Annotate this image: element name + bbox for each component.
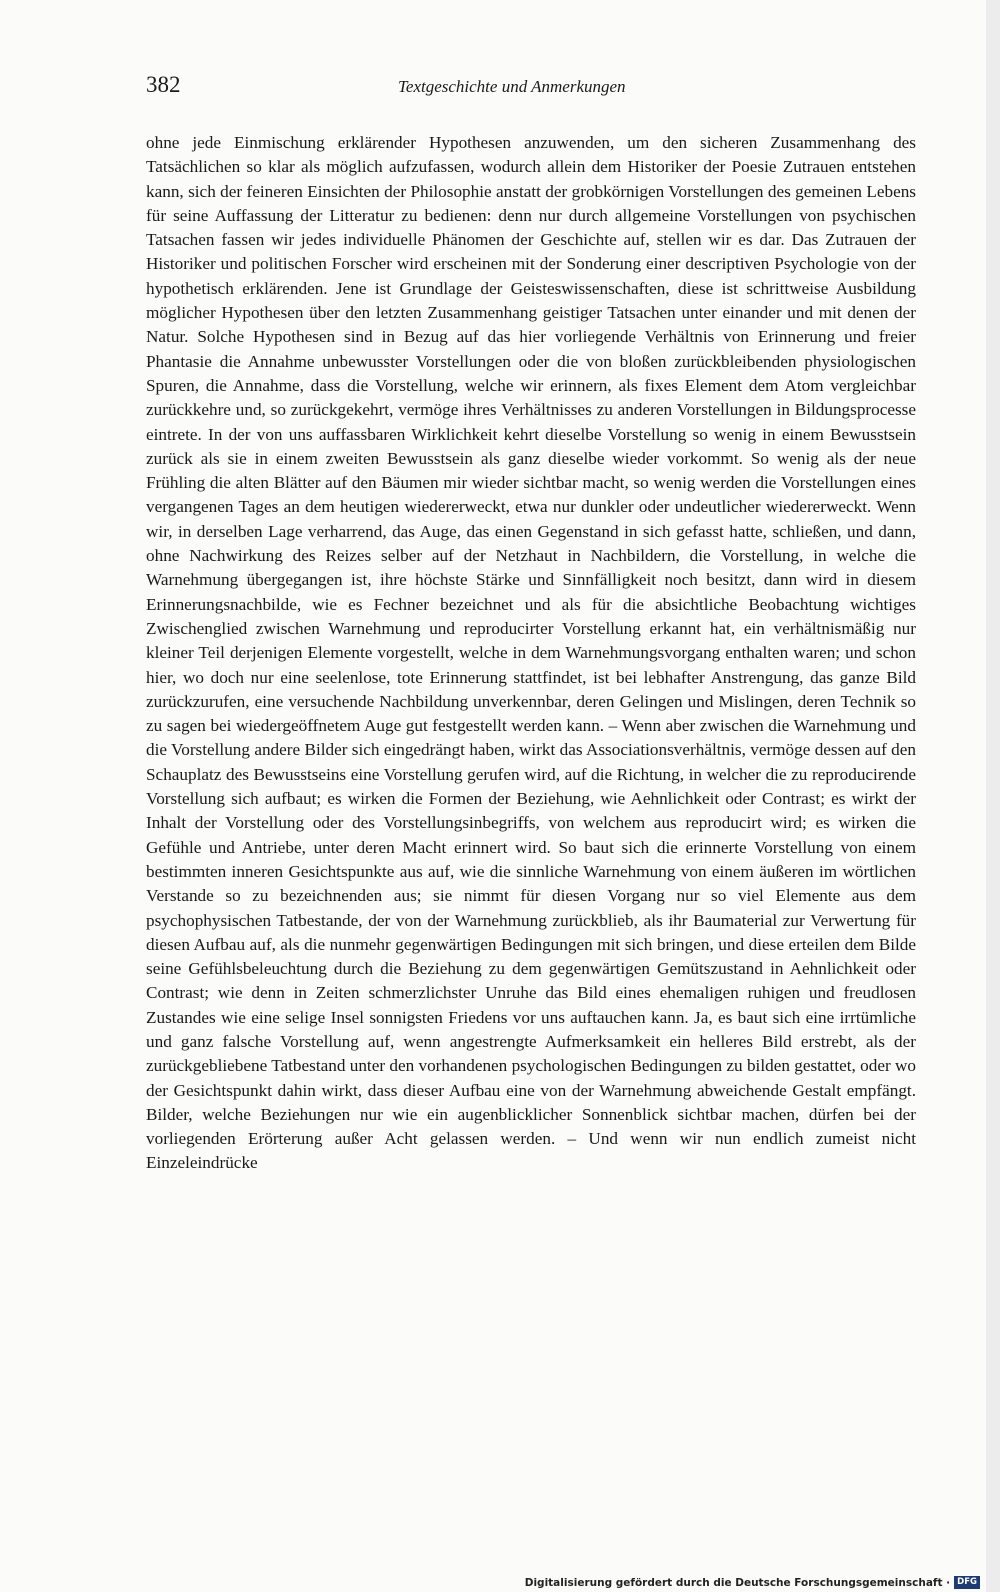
dfg-logo: DFG	[954, 1576, 980, 1589]
credit-text: Digitalisierung gefördert durch die Deutsche Forschungsgemeinschaft ·	[524, 1576, 951, 1589]
page-number: 382	[146, 72, 181, 97]
page-header	[146, 72, 916, 108]
digitization-credit	[525, 1576, 980, 1589]
running-head: Textgeschichte und Anmerkungen	[398, 77, 626, 96]
page-edge-shadow	[986, 0, 1000, 1592]
body-paragraph: ohne jede Einmischung erklärender Hypothesen anzuwenden, um den sicheren Zusammenhang des Tatsächlichen so klar als möglich aufzufassen, wodurch allein dem Historiker der Poesie Zutrauen entstehen kann, sich der feineren Einsichten der Philosophie anstatt der grobkörnigen Vorstellungen des gemeinen Lebens für seine Auffassung der Litteratur zu bedienen: denn nur durch allgemeine Vorstellungen von psychischen Tatsachen fassen wir jedes individuelle Phänomen der Geschichte auf, stellen wir es dar. Das Zutrauen der Historiker und politischen Forscher wird erscheinen mit der Sonderung einer descriptiven Psychologie von der hypothetisch erklärenden. Jene ist Grundlage der Geisteswissenschaften, diese ist schrittweise Ausbildung möglicher Hypothesen über den letzten Zusammenhang geistiger Tatsachen unter einander und mit denen der Natur. Solche Hypothesen sind in Bezug auf das hier vorliegende Verhältnis von Erinnerung und freier Phantasie die Annahme unbewusster Vorstellungen oder die von bloßen zurückbleibenden physiologischen Spuren, die Annahme, dass die Vorstellung, welche wir erinnern, als fixes Element dem Atom vergleichbar zurückkehre und, so zurückgekehrt, vermöge ihres Verhältnisses zu anderen Vorstellungen in Bildungsprocesse eintrete. In der von uns auffassbaren Wirklichkeit kehrt dieselbe Vorstellung so wenig in einem Bewusstsein zurück als sie in einem zweiten Bewusstsein als ganz dieselbe wieder vorkommt. So wenig als der neue Frühling die alten Blätter auf den Bäumen mir wieder sichtbar macht, so wenig werden die Vorstellungen eines vergangenen Tages an dem heutigen wiedererweckt, etwa nur dunkler oder undeutlicher wiedererweckt. Wenn wir, in derselben Lage verharrend, das Auge, das einen Gegenstand in sich gefasst hatte, schließen, und dann, ohne Nachwirkung des Reizes selber auf der Netzhaut in Nachbildern, die Vorstellung, in welche die Warnehmung übergegangen ist, ihre höchste Stärke und Sinnfälligkeit noch besitzt, dann wird in diesem Erinnerungsnachbilde, wie es Fechner bezeichnet und als für die absichtliche Beobachtung wichtiges Zwischenglied zwischen Warnehmung und reproducirter Vorstellung erkannt hat, ein verhältnismäßig nur kleiner Teil derjenigen Elemente vorgestellt, welche in dem Warnehmungsvorgang enthalten waren; und schon hier, wo doch nur eine seelenlose, tote Erinnerung stattfindet, ist bei lebhafter Anstrengung, das ganze Bild zurückzurufen, eine versuchende Nachbildung unverkennbar, deren Gelingen und Mislingen, deren Technik so zu sagen bei wiedergeöffnetem Auge gut festgestellt werden kann. – Wenn aber zwischen die Warnehmung und die Vorstellung andere Bilder sich eingedrängt haben, wirkt das Associationsverhältnis, vermöge dessen auf den Schauplatz des Bewusstseins eine Vorstellung gerufen wird, auf die Richtung, in welcher die zu reproducirende Vorstellung sich aufbaut; es wirken die Formen der Beziehung, wie Aehnlichkeit oder Contrast; es wirkt der Inhalt der Vorstellung oder des Vorstellungsinbegriffs, von welchem aus reproducirt wird; es wirken die Gefühle und Antriebe, unter deren Macht erinnert wird. So baut sich die erinnerte Vorstellung von einem bestimmten inneren Gesichtspunkte aus auf, wie die sinnliche Warnehmung von einem äußeren im wörtlichen Verstande so zu bezeichnenden aus; sie nimmt für diesen Vorgang nur so viel Elemente aus dem psychophysischen Tatbestande, der von der Warnehmung zurückblieb, als ihr Baumaterial zur Verwertung für diesen Aufbau auf, als die nunmehr gegenwärtigen Bedingungen mit sich bringen, und diese erteilen dem Bilde seine Gefühlsbeleuchtung durch die Beziehung zu dem gegenwärtigen Gemütszustand in Aehnlichkeit oder Contrast; wie denn in Zeiten schmerzlichster Unruhe das Bild eines ehemaligen ruhigen und freudlosen Zustandes wie eine selige Insel sonnigsten Friedens vor uns auftauchen kann. Ja, es baut sich eine irrtümliche und ganz falsche Vorstellung auf, wenn angestrengte Aufmerksamkeit ein helleres Bild erstrebt, als der zurückgebliebene Tatbestand unter den vorhandenen psychologischen Bedingungen zu bilden gestattet, oder wo der Gesichtspunkt dahin wirkt, dass dieser Aufbau eine von der Warnehmung abweichende Gestalt empfängt. Bilder, welche Beziehungen nur wie ein augenblicklicher Sonnenblick sichtbar machen, dürfen bei der vorliegenden Erörterung außer Acht gelassen werden. – Und wenn wir nun endlich zumeist nicht Einzeleindrücke	[146, 133, 916, 1173]
